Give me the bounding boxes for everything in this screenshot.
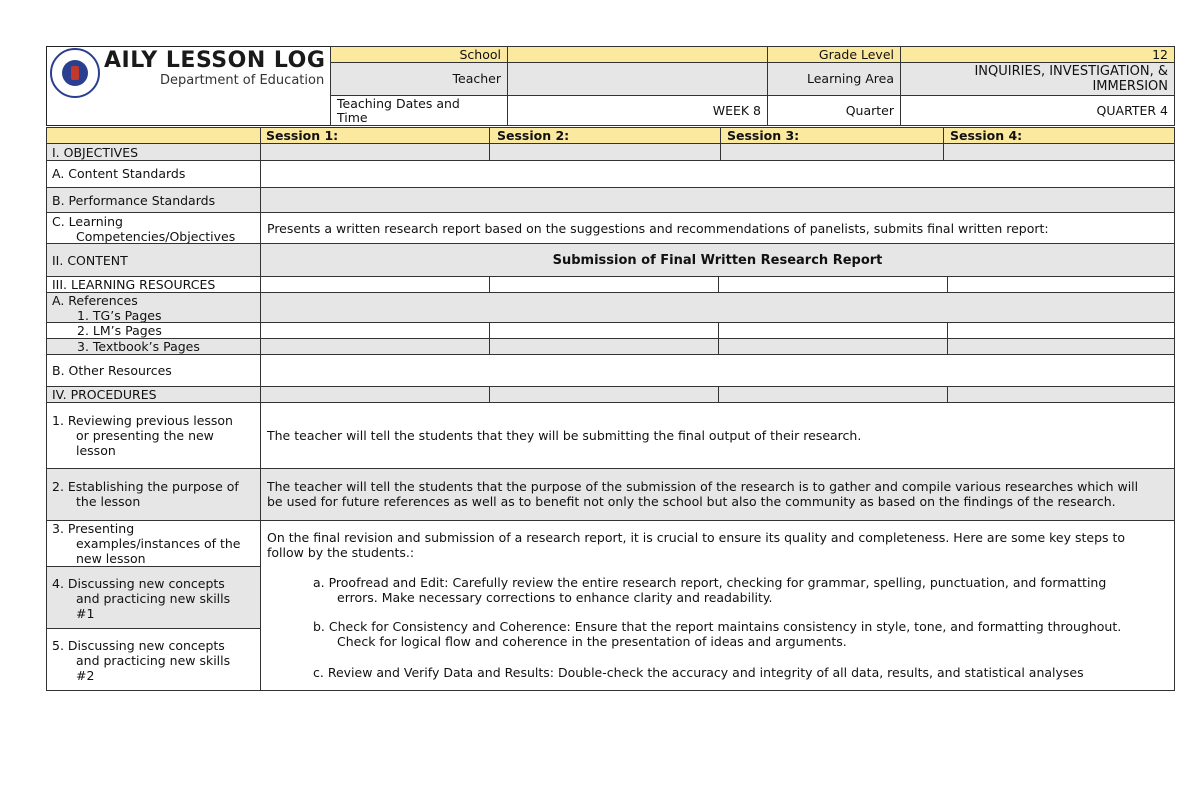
proc-s2[interactable]	[489, 386, 719, 403]
teacher-label: Teacher	[452, 71, 501, 86]
step-a-line1: a. Proofread and Edit: Carefully review the entire research report, checking for grammar, spelling, punctuation, and formatting	[313, 575, 1107, 590]
session-1-header	[260, 127, 490, 144]
content-value: Submission of Final Written Research Report	[552, 253, 883, 268]
lr-s1[interactable]	[260, 276, 490, 293]
proc3-intro-line1: On the final revision and submission of a research report, it is crucial to ensure its quality and completeness. Here are some key steps to	[267, 530, 1126, 545]
quarter-label-cell	[767, 95, 901, 126]
proc2-value-line2: be used for future references as well as to benefit not only the school but also the community as based on the findings of the research.	[267, 494, 1116, 509]
lm-pages-label: 2. LM’s Pages	[77, 323, 162, 338]
learning-comp-label-line1: C. Learning	[52, 214, 123, 229]
learning-comp-label-line2: Competencies/Objectives	[76, 229, 236, 244]
tb-s4[interactable]	[947, 338, 1175, 355]
proc3-label-line2: examples/instances of the	[76, 536, 241, 551]
content-heading: II. CONTENT	[52, 253, 128, 268]
session-2-header	[489, 127, 721, 144]
session-2-label: Session 2:	[497, 128, 570, 143]
proc3-intro-line2: follow by the students.:	[267, 545, 415, 560]
tg-pages-label: 1. TG’s Pages	[77, 308, 162, 323]
learning-comp-label-cell	[46, 212, 261, 244]
grade-value-cell[interactable]	[900, 46, 1175, 63]
proc1-value: The teacher will tell the students that they will be submitting the final output of their research.	[267, 428, 862, 443]
performance-standards-label: B. Performance Standards	[52, 193, 216, 208]
step-b-line1: b. Check for Consistency and Coherence: Ensure that the report maintains consistency in style, tone, and formatting throughout.	[313, 619, 1122, 634]
content-heading-cell	[46, 243, 261, 277]
dates-label-line1: Teaching Dates and	[337, 96, 460, 111]
references-value[interactable]	[260, 292, 1175, 323]
area-value-line1: INQUIRIES, INVESTIGATION, &	[974, 64, 1168, 79]
proc1-label-line1: 1. Reviewing previous lesson	[52, 413, 233, 428]
session-4-header	[943, 127, 1175, 144]
dates-label-line2: Time	[337, 110, 368, 125]
session-3-label: Session 3:	[727, 128, 800, 143]
log-title: AILY LESSON LOG	[104, 48, 326, 73]
step-a-line2: errors. Make necessary corrections to enhance clarity and readability.	[337, 590, 773, 605]
dates-value: WEEK 8	[712, 103, 761, 118]
lm-s1[interactable]	[260, 322, 490, 339]
sessions-blank-cell	[46, 127, 261, 144]
proc1-value-cell[interactable]	[260, 402, 1175, 469]
lm-pages-label-cell	[46, 322, 261, 339]
lm-s2[interactable]	[489, 322, 719, 339]
area-label: Learning Area	[806, 71, 894, 86]
session-3-header	[720, 127, 944, 144]
teacher-label-cell	[330, 62, 508, 96]
proc3-5-value-cell[interactable]	[260, 520, 1175, 691]
dates-value-cell[interactable]	[507, 95, 768, 126]
textbook-pages-label: 3. Textbook’s Pages	[77, 339, 200, 354]
session-1-label: Session 1:	[266, 128, 339, 143]
tb-s3[interactable]	[718, 338, 948, 355]
proc5-label-line1: 5. Discussing new concepts	[52, 638, 225, 653]
references-label: A. References	[52, 293, 138, 308]
session-4-label: Session 4:	[950, 128, 1023, 143]
obj-s2[interactable]	[489, 143, 721, 161]
school-value-cell[interactable]	[507, 46, 768, 63]
proc2-label-cell	[46, 468, 261, 521]
obj-s4[interactable]	[943, 143, 1175, 161]
proc5-label-line2: and practicing new skills	[76, 653, 231, 668]
proc3-label-line3: new lesson	[76, 551, 146, 566]
proc5-label-line3: #2	[76, 668, 95, 683]
proc1-label-line2: or presenting the new	[76, 428, 214, 443]
procedures-heading-cell	[46, 386, 261, 403]
proc3-label-cell	[46, 520, 261, 567]
tb-s2[interactable]	[489, 338, 719, 355]
log-subtitle: Department of Education	[160, 73, 325, 88]
proc1-label-line3: lesson	[76, 443, 116, 458]
content-value-cell[interactable]	[260, 243, 1175, 277]
content-standards-value[interactable]	[260, 160, 1175, 188]
lm-s3[interactable]	[718, 322, 948, 339]
performance-standards-label-cell	[46, 187, 261, 213]
lr-s4[interactable]	[947, 276, 1175, 293]
procedures-heading: IV. PROCEDURES	[52, 387, 157, 402]
textbook-pages-label-cell	[46, 338, 261, 355]
area-value-line2: IMMERSION	[1092, 79, 1168, 94]
proc2-value-line1: The teacher will tell the students that the purpose of the submission of the research is to gather and compile various researches which will	[267, 479, 1139, 494]
school-label: School	[459, 47, 501, 62]
quarter-label: Quarter	[845, 103, 894, 118]
lr-s3[interactable]	[718, 276, 948, 293]
proc4-label-line2: and practicing new skills	[76, 591, 231, 606]
performance-standards-value[interactable]	[260, 187, 1175, 213]
learning-resources-heading-cell	[46, 276, 261, 293]
proc3-label-line1: 3. Presenting	[52, 521, 135, 536]
grade-value: 12	[1152, 47, 1168, 62]
objectives-heading-cell	[46, 143, 261, 161]
obj-s1[interactable]	[260, 143, 490, 161]
learning-resources-heading: III. LEARNING RESOURCES	[52, 277, 216, 292]
proc-s3[interactable]	[718, 386, 948, 403]
proc-s4[interactable]	[947, 386, 1175, 403]
quarter-value: QUARTER 4	[1096, 103, 1168, 118]
lr-s2[interactable]	[489, 276, 719, 293]
lm-s4[interactable]	[947, 322, 1175, 339]
proc2-label-line2: the lesson	[76, 494, 141, 509]
references-label-cell	[46, 292, 261, 323]
dates-label-cell	[330, 95, 508, 126]
other-resources-label: B. Other Resources	[52, 363, 172, 378]
step-b-line2: Check for logical flow and coherence in the presentation of ideas and arguments.	[337, 634, 847, 649]
school-label-cell	[330, 46, 508, 63]
teacher-value-cell[interactable]	[507, 62, 768, 96]
area-label-cell	[767, 62, 901, 96]
grade-label-cell	[767, 46, 901, 63]
other-resources-value[interactable]	[260, 354, 1175, 387]
proc4-label-line3: #1	[76, 606, 95, 621]
proc2-label-line1: 2. Establishing the purpose of	[52, 479, 239, 494]
content-standards-label-cell	[46, 160, 261, 188]
proc-s1[interactable]	[260, 386, 490, 403]
step-c-line1: c. Review and Verify Data and Results: Double-check the accuracy and integrity of all data, results, and statistical analyses	[313, 665, 1084, 680]
quarter-value-cell[interactable]	[900, 95, 1175, 126]
proc5-label-cell	[46, 628, 261, 691]
tb-s1[interactable]	[260, 338, 490, 355]
learning-comp-value-cell[interactable]	[260, 212, 1175, 244]
content-standards-label: A. Content Standards	[52, 166, 186, 181]
deped-seal-icon	[50, 48, 100, 98]
proc4-label-cell	[46, 566, 261, 629]
learning-comp-value: Presents a written research report based on the suggestions and recommendations of panelists, submits final written report:	[267, 221, 1049, 236]
area-value-cell[interactable]	[900, 62, 1175, 96]
other-resources-label-cell	[46, 354, 261, 387]
proc2-value-cell[interactable]	[260, 468, 1175, 521]
obj-s3[interactable]	[720, 143, 944, 161]
grade-label: Grade Level	[818, 47, 894, 62]
proc4-label-line1: 4. Discussing new concepts	[52, 576, 225, 591]
proc1-label-cell	[46, 402, 261, 469]
objectives-heading: I. OBJECTIVES	[52, 145, 139, 160]
